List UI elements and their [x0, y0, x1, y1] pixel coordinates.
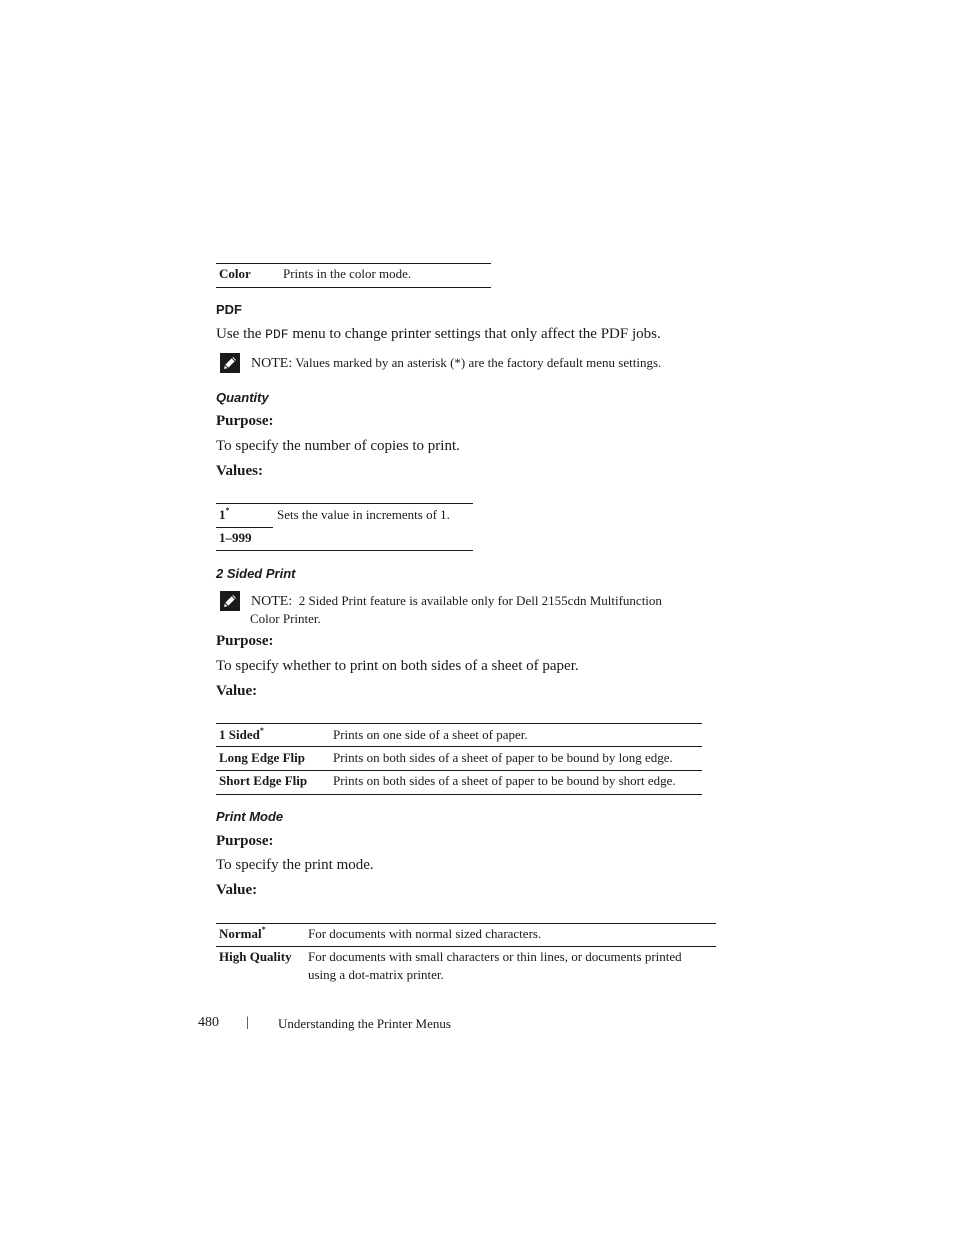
- subheading-quantity: Quantity: [216, 390, 269, 405]
- pdf-intro-before: Use the: [216, 326, 262, 342]
- purpose-text: To specify the number of copies to print.: [216, 438, 460, 454]
- note-text-continued: Color Printer.: [250, 611, 321, 626]
- purpose-text: To specify the print mode.: [216, 857, 374, 873]
- pencil-note-icon: [220, 591, 240, 611]
- table-row-name: Short Edge Flip: [219, 773, 308, 788]
- table-row-desc: Prints on one side of a sheet of paper.: [333, 727, 528, 742]
- table-row-desc: For documents with small characters or thin lines, or documents printed: [308, 949, 682, 964]
- note-text: Values marked by an asterisk (*) are the factory default menu settings.: [295, 355, 662, 370]
- table-top-rule: [216, 263, 491, 264]
- table-bottom-rule: [216, 287, 491, 288]
- footer-separator: |: [246, 1015, 249, 1030]
- subheading-2-sided-print: 2 Sided Print: [216, 566, 296, 581]
- note-text: 2 Sided Print feature is available only for Dell 2155cdn Multifunction: [298, 593, 662, 608]
- table-top-rule: [216, 723, 702, 724]
- table-row-name: Long Edge Flip: [219, 750, 305, 765]
- table-row-desc: Prints on both sides of a sheet of paper to be bound by short edge.: [333, 773, 676, 788]
- purpose-label: Purpose:: [216, 633, 274, 649]
- table-row-name: 1 Sided*: [219, 726, 264, 742]
- table-row-name: 1*: [219, 506, 230, 522]
- purpose-label: Purpose:: [216, 833, 274, 849]
- subheading-print-mode: Print Mode: [216, 809, 284, 824]
- pencil-note-icon: [220, 353, 240, 373]
- table-row-divider: [216, 770, 702, 771]
- table-bottom-rule: [216, 550, 473, 551]
- table-row-name: Normal*: [219, 925, 266, 941]
- note-lead: NOTE:: [251, 594, 293, 609]
- color-row-desc: Prints in the color mode.: [283, 266, 412, 281]
- value-label: Value:: [216, 882, 258, 898]
- table-row-divider: [216, 946, 716, 947]
- pdf-intro-code: PDF: [265, 327, 289, 342]
- table-row-name: High Quality: [219, 949, 292, 964]
- table-bottom-rule: [216, 794, 702, 795]
- pdf-intro: [216, 326, 661, 343]
- pdf-note: [251, 354, 661, 373]
- section-heading-pdf: PDF: [216, 302, 242, 317]
- table-row-name: 1–999: [219, 530, 252, 545]
- table-row-desc-continued: using a dot-matrix printer.: [308, 967, 444, 982]
- footer-section-title: Understanding the Printer Menus: [278, 1016, 451, 1031]
- value-label: Value:: [216, 683, 258, 699]
- table-row-divider: [216, 527, 273, 528]
- table-row-divider: [216, 746, 702, 747]
- table-row-desc: Sets the value in increments of 1.: [277, 507, 450, 522]
- table-row-desc: Prints on both sides of a sheet of paper to be bound by long edge.: [333, 750, 673, 765]
- color-row-name: Color: [219, 266, 251, 281]
- page-number: 480: [198, 1015, 219, 1030]
- note-lead: NOTE:: [251, 356, 293, 371]
- table-top-rule: [216, 923, 716, 924]
- pdf-intro-after: menu to change printer settings that only affect the PDF jobs.: [292, 326, 661, 342]
- purpose-label: Purpose:: [216, 413, 274, 429]
- values-label: Values:: [216, 463, 263, 479]
- purpose-text: To specify whether to print on both sides of a sheet of paper.: [216, 658, 579, 674]
- table-top-rule: [216, 503, 473, 504]
- two-sided-note: [251, 592, 662, 611]
- table-row-desc: For documents with normal sized characters.: [308, 926, 542, 941]
